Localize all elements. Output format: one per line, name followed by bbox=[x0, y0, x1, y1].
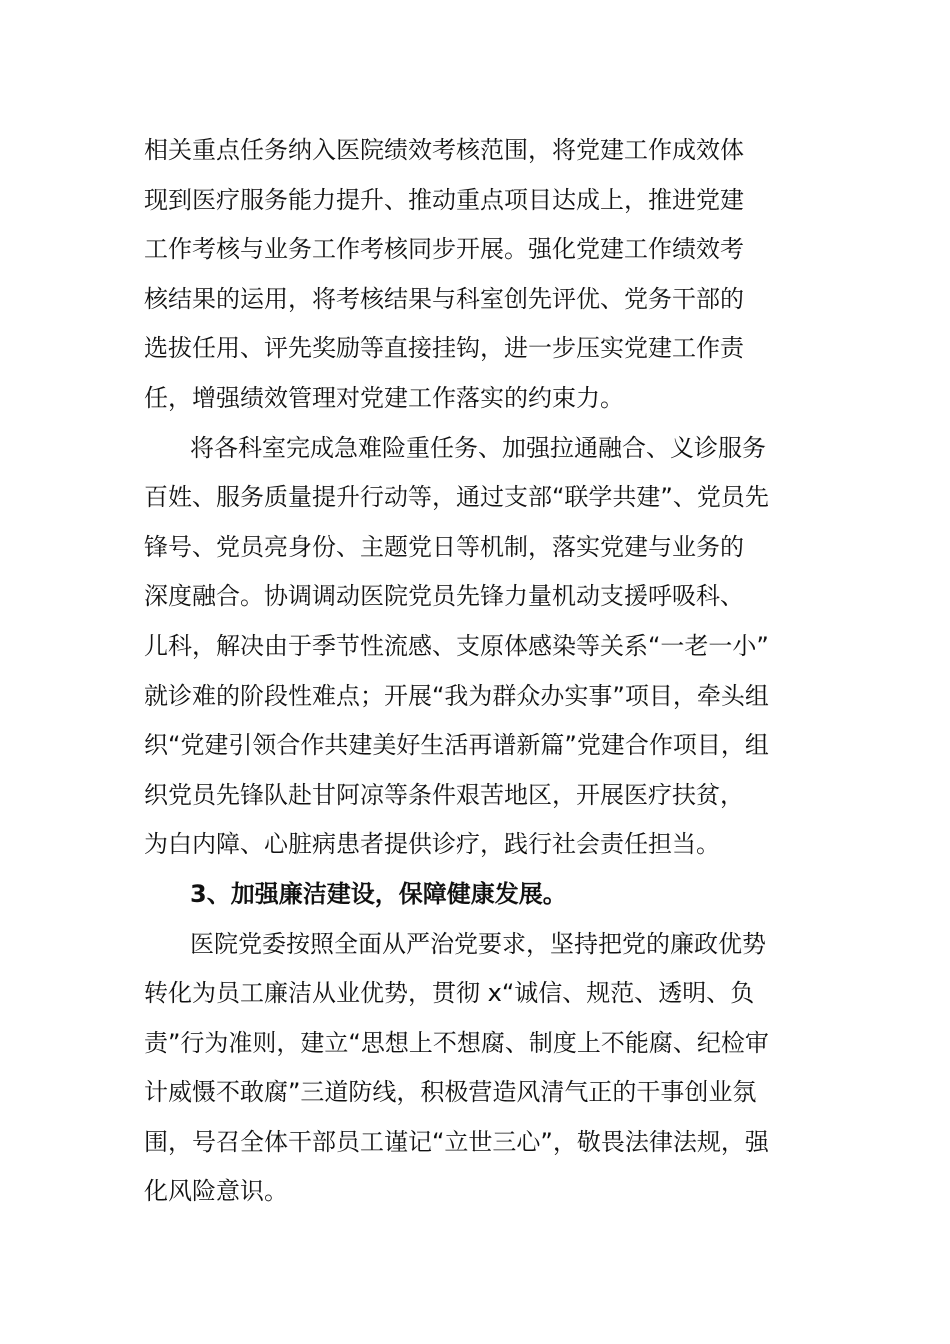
document-body bbox=[144, 126, 814, 1217]
paragraph-1 bbox=[144, 126, 814, 424]
text-line: 就诊难的阶段性难点；开展“我为群众办实事”项目，牵头组 bbox=[144, 681, 769, 710]
text-line: 医院党委按照全面从严治党要求，坚持把党的廉政优势 bbox=[190, 929, 766, 958]
text-line: 百姓、服务质量提升行动等，通过支部“联学共建”、党员先 bbox=[144, 483, 769, 512]
text-line: 工作考核与业务工作考核同步开展。强化党建工作绩效考 bbox=[144, 235, 744, 264]
text-line: 化风险意识。 bbox=[144, 1177, 288, 1206]
text-line: 转化为员工廉洁从业优势，贯彻 x“诚信、规范、透明、负 bbox=[144, 979, 755, 1008]
text-line: 将各科室完成急难险重任务、加强拉通融合、义诊服务 bbox=[190, 433, 766, 462]
text-line: 现到医疗服务能力提升、推动重点项目达成上，推进党建 bbox=[144, 185, 744, 214]
text-line: 相关重点任务纳入医院绩效考核范围，将党建工作成效体 bbox=[144, 136, 744, 164]
text-line: 儿科，解决由于季节性流感、支原体感染等关系“一老一小” bbox=[144, 631, 769, 660]
text-line: 围，号召全体干部员工谨记“立世三心”，敬畏法律法规，强 bbox=[144, 1127, 769, 1156]
text-line: 计威慑不敢腐”三道防线，积极营造风清气正的干事创业氛 bbox=[144, 1078, 757, 1107]
text-line: 为白内障、心脏病患者提供诊疗，践行社会责任担当。 bbox=[144, 830, 720, 859]
section-heading: 3、加强廉洁建设，保障健康发展。 bbox=[190, 879, 567, 908]
text-line: 织党员先锋队赴甘阿凉等条件艰苦地区，开展医疗扶贫， bbox=[144, 780, 744, 809]
text-line: 深度融合。协调调动医院党员先锋力量机动支援呼吸科、 bbox=[144, 582, 744, 611]
text-line: 任，增强绩效管理对党建工作落实的约束力。 bbox=[144, 383, 624, 412]
text-line: 选拔任用、评先奖励等直接挂钩，进一步压实党建工作责 bbox=[144, 334, 744, 363]
text-line: 责”行为准则，建立“思想上不想腐、制度上不能腐、纪检审 bbox=[144, 1028, 769, 1057]
paragraph-2 bbox=[144, 424, 814, 870]
text-line: 织“党建引领合作共建美好生活再谱新篇”党建合作项目，组 bbox=[144, 731, 769, 760]
text-line: 锋号、党员亮身份、主题党日等机制，落实党建与业务的 bbox=[144, 532, 744, 561]
text-line: 核结果的运用，将考核结果与科室创先评优、党务干部的 bbox=[144, 284, 744, 313]
paragraph-3 bbox=[144, 920, 814, 1218]
